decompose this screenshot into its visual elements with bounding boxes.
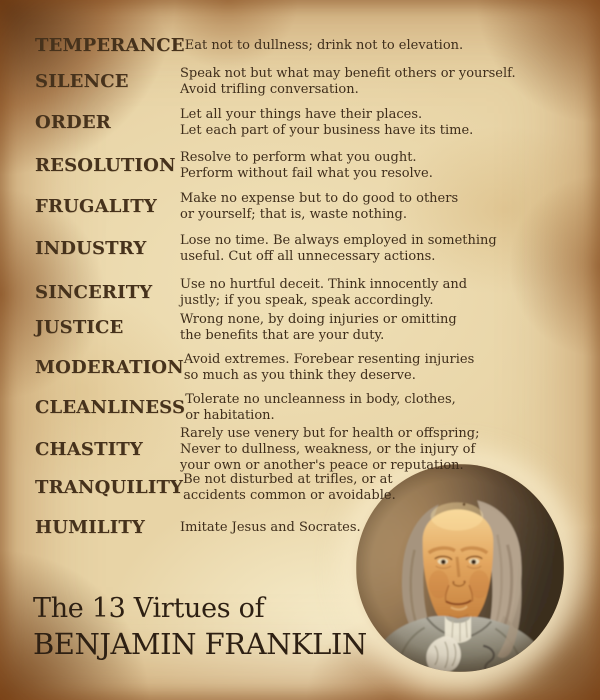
virtue-row-resolution [35, 150, 582, 182]
virtue-name: SILENCE [35, 71, 129, 92]
virtue-description: Eat not to dullness; drink not to elevation. [184, 38, 464, 53]
virtue-row-frugality [35, 191, 582, 223]
virtue-name: INDUSTRY [35, 238, 147, 259]
virtue-name: ORDER [35, 112, 111, 133]
virtue-row-cleanliness [35, 392, 582, 424]
virtue-description: Wrong none, by doing injuries or omitting the benefits that are your duty. [180, 312, 457, 343]
poster-title [33, 592, 367, 663]
virtue-description: Imitate Jesus and Socrates. [180, 520, 361, 535]
virtue-row-industry [35, 233, 582, 265]
virtue-description: Let all your things have their places. Let each part of your business have its time. [180, 107, 474, 138]
virtue-name: HUMILITY [35, 517, 145, 538]
virtue-name: MODERATION [35, 357, 184, 378]
virtue-name: CLEANLINESS [35, 397, 186, 418]
virtue-row-sincerity [35, 277, 582, 309]
virtue-row-moderation [35, 352, 582, 384]
virtue-description: Speak not but what may benefit others or yourself. Avoid trifling conversation. [180, 66, 516, 97]
virtue-description: Resolve to perform what you ought. Perform without fail what you resolve. [180, 150, 433, 181]
virtue-name: FRUGALITY [35, 196, 157, 217]
virtue-name: JUSTICE [35, 317, 124, 338]
virtue-name: TRANQUILITY [35, 477, 184, 498]
virtue-row-humility [35, 516, 582, 540]
virtue-name: SINCERITY [35, 282, 153, 303]
virtue-description: Rarely use venery but for health or offspring; Never to dullness, weakness, or the injury of your own or another's peace or reputation. [180, 426, 480, 473]
virtue-row-silence [35, 66, 582, 98]
virtue-description: Avoid extremes. Forebear resenting injuries so much as you think they deserve. [183, 352, 475, 383]
virtue-row-temperance [35, 34, 582, 58]
virtue-description: Make no expense but to do good to others or yourself; that is, waste nothing. [180, 191, 459, 222]
virtue-name: RESOLUTION [35, 155, 176, 176]
virtue-row-tranquility [35, 472, 582, 504]
virtue-name: CHASTITY [35, 439, 143, 460]
virtue-description: Use no hurtful deceit. Think innocently and justly; if you speak, speak accordingly. [180, 277, 468, 308]
virtue-row-chastity [35, 426, 582, 474]
poster-title-line2: BENJAMIN FRANKLIN [33, 627, 367, 661]
virtue-name: TEMPERANCE [35, 35, 185, 56]
virtue-description: Tolerate no uncleanness in body, clothes, or habitation. [185, 392, 456, 423]
poster-title-line1: The 13 Virtues of [33, 593, 265, 624]
virtue-row-order [35, 107, 582, 139]
virtue-description: Be not disturbed at trifles, or at accidents common or avoidable. [183, 472, 396, 503]
virtue-description: Lose no time. Be always employed in something useful. Cut off all unnecessary actions. [180, 233, 497, 264]
virtue-row-justice [35, 312, 582, 344]
